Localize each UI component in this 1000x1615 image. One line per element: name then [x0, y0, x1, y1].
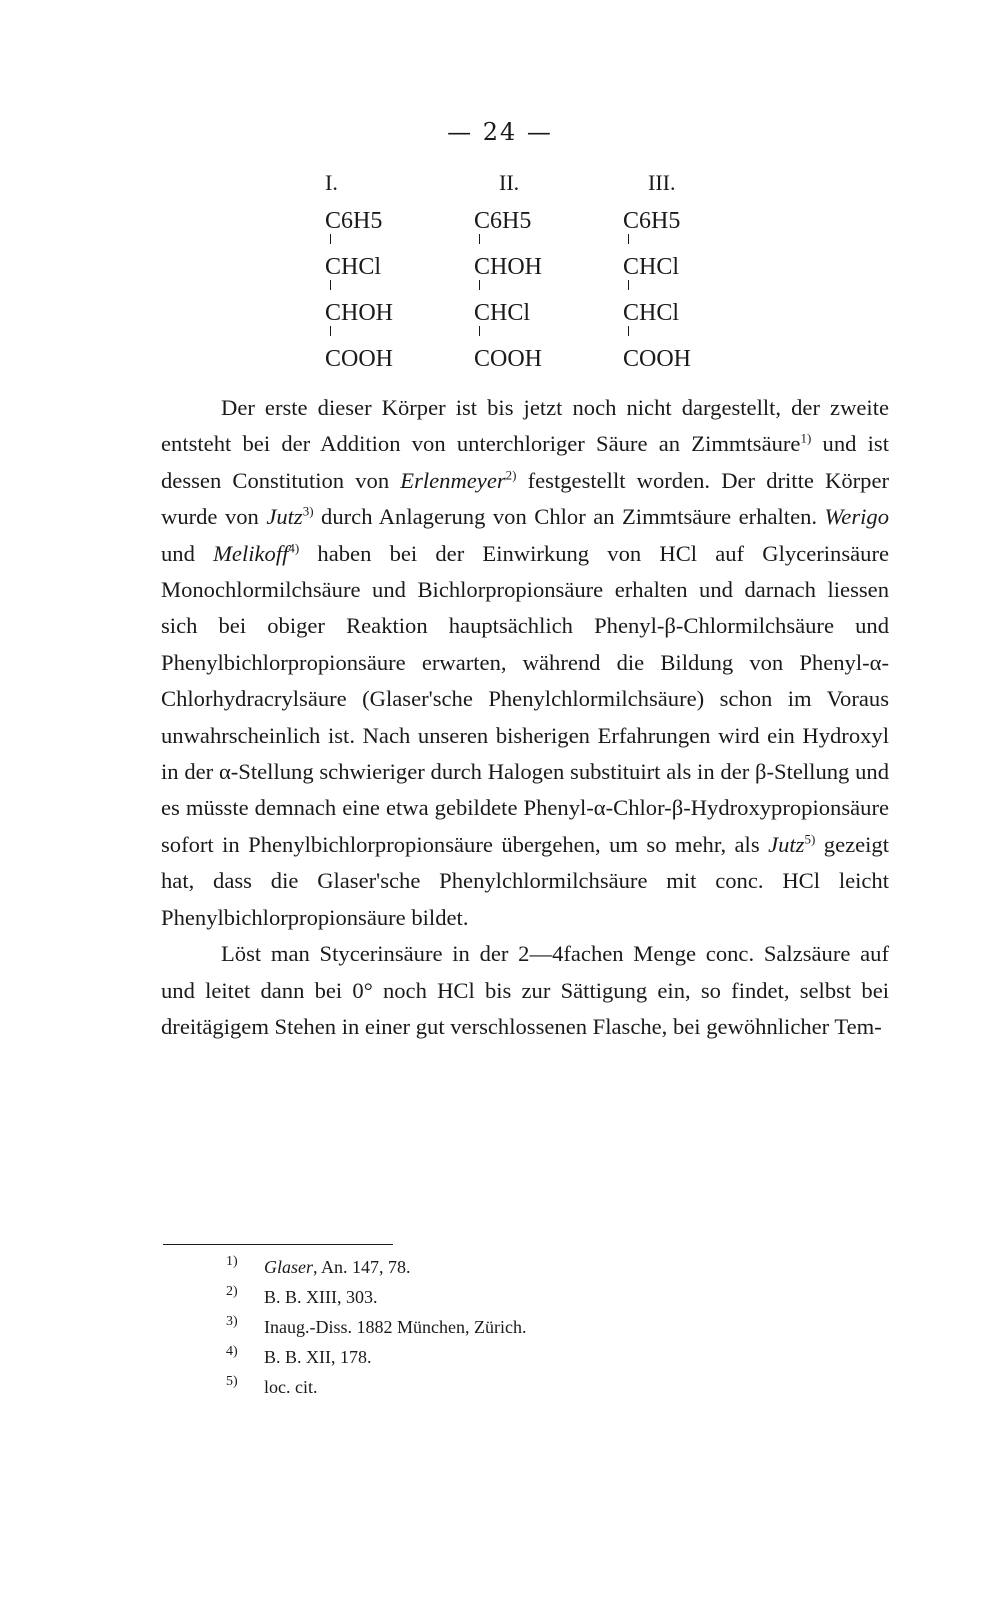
footnote-ref: 1)	[800, 430, 812, 446]
text-run: Der erste dieser Körper ist bis jetzt noch nicht dargestellt, der zweite entsteht bei der Addition von unterchloriger Säure an Zimmtsäure	[161, 395, 889, 457]
footnote	[226, 1372, 826, 1402]
footnote-mark: 3)	[226, 1314, 238, 1329]
body-text	[161, 390, 889, 1045]
footnote	[226, 1252, 826, 1282]
footnote-text: B. B. XIII, 303.	[264, 1287, 378, 1307]
formula-group: COOH	[623, 346, 692, 372]
text-run: gezeigt hat, dass die Glaser'sche Phenylchlormilchsäure mit conc. HCl leicht Phenylbichlorpropionsäure bildet.	[161, 831, 889, 930]
footnote-mark: 5)	[226, 1374, 238, 1389]
footnote-text: Glaser, An. 147, 78.	[264, 1257, 411, 1277]
formula-line	[325, 336, 475, 382]
text-run: und	[161, 540, 214, 566]
formula-i	[325, 172, 475, 382]
formula-group: COOH	[474, 346, 543, 372]
footnote-divider	[163, 1244, 393, 1245]
formula-group: CHCl	[474, 300, 531, 326]
author-name: Jutz	[266, 504, 303, 530]
formula-line	[623, 336, 773, 382]
formula-line	[474, 290, 624, 336]
formula-group: CHCl	[623, 300, 680, 326]
author-name: Werigo	[824, 504, 889, 530]
formula-ii	[474, 172, 624, 382]
footnote-text: Inaug.-Diss. 1882 München, Zürich.	[264, 1317, 527, 1337]
text-run: haben bei der Einwirkung von HCl auf Glycerinsäure Monochlormilchsäure und Bichlorpropionsäure erhalten und darnach liessen sich bei obiger Reaktion hauptsächlich Phenyl-β-Chlormilchsäure und Phenylbichlorpropionsäure erwarten, während die Bildung von Phenyl-α-Chlorhydracrylsäure (Glaser'sche Phenylchlormilchsäure) schon im Voraus unwahrscheinlich ist. Nach unseren bisherigen Erfahrungen wird ein Hydroxyl in der α-Stellung schwieriger durch Halogen substituirt als in der β-Stellung und es müsste demnach eine etwa gebildete Phenyl-α-Chlor-β-Hydroxypropionsäure sofort in Phenylbichlorpropionsäure übergehen, um so mehr, als	[161, 540, 889, 857]
footnote-ref: 5)	[804, 831, 816, 847]
formula-group: COOH	[325, 346, 394, 372]
text-run: festgestellt worden. Der dritte Körper wurde von	[161, 467, 889, 530]
footnote-text: B. B. XII, 178.	[264, 1347, 372, 1367]
text-run: und ist dessen Constitution von	[161, 431, 889, 493]
formula-line: C6H5	[623, 208, 681, 234]
author-name: Melikoff	[213, 540, 289, 566]
formula-numeral: I.	[325, 170, 338, 195]
footnote-mark: 2)	[226, 1284, 238, 1299]
footnote-text: loc. cit.	[264, 1377, 318, 1397]
footnote-ref: 3)	[302, 503, 314, 519]
formula-line	[474, 336, 624, 382]
formula-group: CHCl	[623, 254, 680, 280]
bond-line	[628, 280, 629, 290]
formula-line	[474, 244, 624, 290]
bond-line	[628, 326, 629, 336]
formula-numeral: III.	[648, 170, 676, 195]
formula-group: CHOH	[325, 300, 394, 326]
footnote	[226, 1312, 826, 1342]
bond-line	[628, 234, 629, 244]
formula-group: CHOH	[474, 254, 543, 280]
author-name: Erlenmeyer	[400, 467, 506, 493]
formula-numeral: II.	[499, 170, 520, 195]
formula-line: C6H5	[474, 208, 532, 234]
footnote-ref: 2)	[505, 467, 517, 483]
bond-line	[330, 234, 331, 244]
formula-group: CHCl	[325, 254, 382, 280]
paragraph: Löst man Stycerinsäure in der 2—4fachen Menge conc. Salzsäure auf und leitet dann bei 0° noch HCl bis zur Sättigung ein, so findet, selbst bei dreitägigem Stehen in einer gut verschlossenen Flasche, bei gewöhnlicher Tem-	[161, 941, 889, 1039]
text-run: durch Anlagerung von Chlor an Zimmtsäure erhalten.	[313, 504, 825, 530]
bond-line	[330, 280, 331, 290]
formula-line: C6H5	[325, 208, 383, 234]
formula-line	[623, 244, 773, 290]
footnote-ref: 4)	[288, 540, 300, 556]
formula-line	[325, 290, 475, 336]
footnote	[226, 1342, 826, 1372]
bond-line	[479, 280, 480, 290]
structural-formulas	[300, 172, 770, 382]
bond-line	[330, 326, 331, 336]
bond-line	[479, 234, 480, 244]
footnotes	[226, 1252, 826, 1402]
formula-iii	[623, 172, 773, 382]
footnote-mark: 1)	[226, 1254, 238, 1269]
paragraph	[161, 390, 889, 936]
author-name: Jutz	[768, 831, 805, 857]
bond-line	[479, 326, 480, 336]
page-number: — 24 —	[447, 118, 553, 146]
formula-line	[325, 244, 475, 290]
footnote	[226, 1282, 826, 1312]
footnote-mark: 4)	[226, 1344, 238, 1359]
formula-line	[623, 290, 773, 336]
